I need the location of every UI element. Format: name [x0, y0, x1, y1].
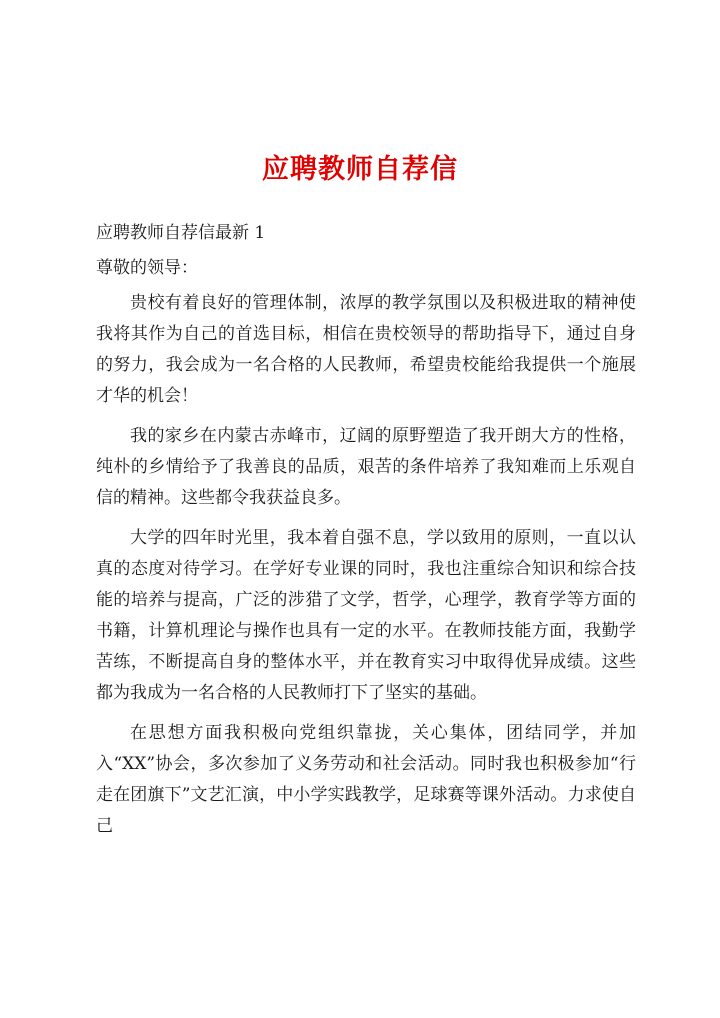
- document-subtitle: 应聘教师自荐信最新 1: [96, 223, 266, 243]
- paragraph-1: 贵校有着良好的管理体制，浓厚的教学氛围以及积极进取的精神使我将其作为自己的首选目标，相信在贵校领导的帮助指导下，通过自身的努力，我会成为一名合格的人民教师，希望贵校能给我提供一个施展才华的机会！: [96, 293, 636, 406]
- document-title: 应聘教师自荐信: [262, 154, 458, 185]
- document-body: [96, 218, 636, 851]
- paragraph-2: 我的家乡在内蒙古赤峰市，辽阔的原野塑造了我开朗大方的性格，纯朴的乡情给予了我善良的品质，艰苦的条件培养了我知难而上乐观自信的精神。这些都令我获益良多。: [96, 426, 636, 508]
- paragraph-3: 大学的四年时光里，我本着自强不息，学以致用的原则，一直以认真的态度对待学习。在学好专业课的同时，我也注重综合知识和综合技能的培养与提高，广泛的涉猎了文学，哲学，心理学，教育学等方面的书籍，计算机理论与操作也具有一定的水平。在教师技能方面，我勤学苦练，不断提高自身的整体水平，并在教育实习中取得优异成绩。这些都为我成为一名合格的人民教师打下了坚实的基础。: [96, 528, 636, 703]
- paragraph-4: 在思想方面我积极向党组织靠拢，关心集体，团结同学，并加入“XX”协会，多次参加了义务劳动和社会活动。同时我也积极参加“行走在团旗下”文艺汇演，中小学实践教学，足球赛等课外活动。力求使自己: [96, 723, 636, 836]
- salutation: 尊敬的领导：: [96, 258, 198, 278]
